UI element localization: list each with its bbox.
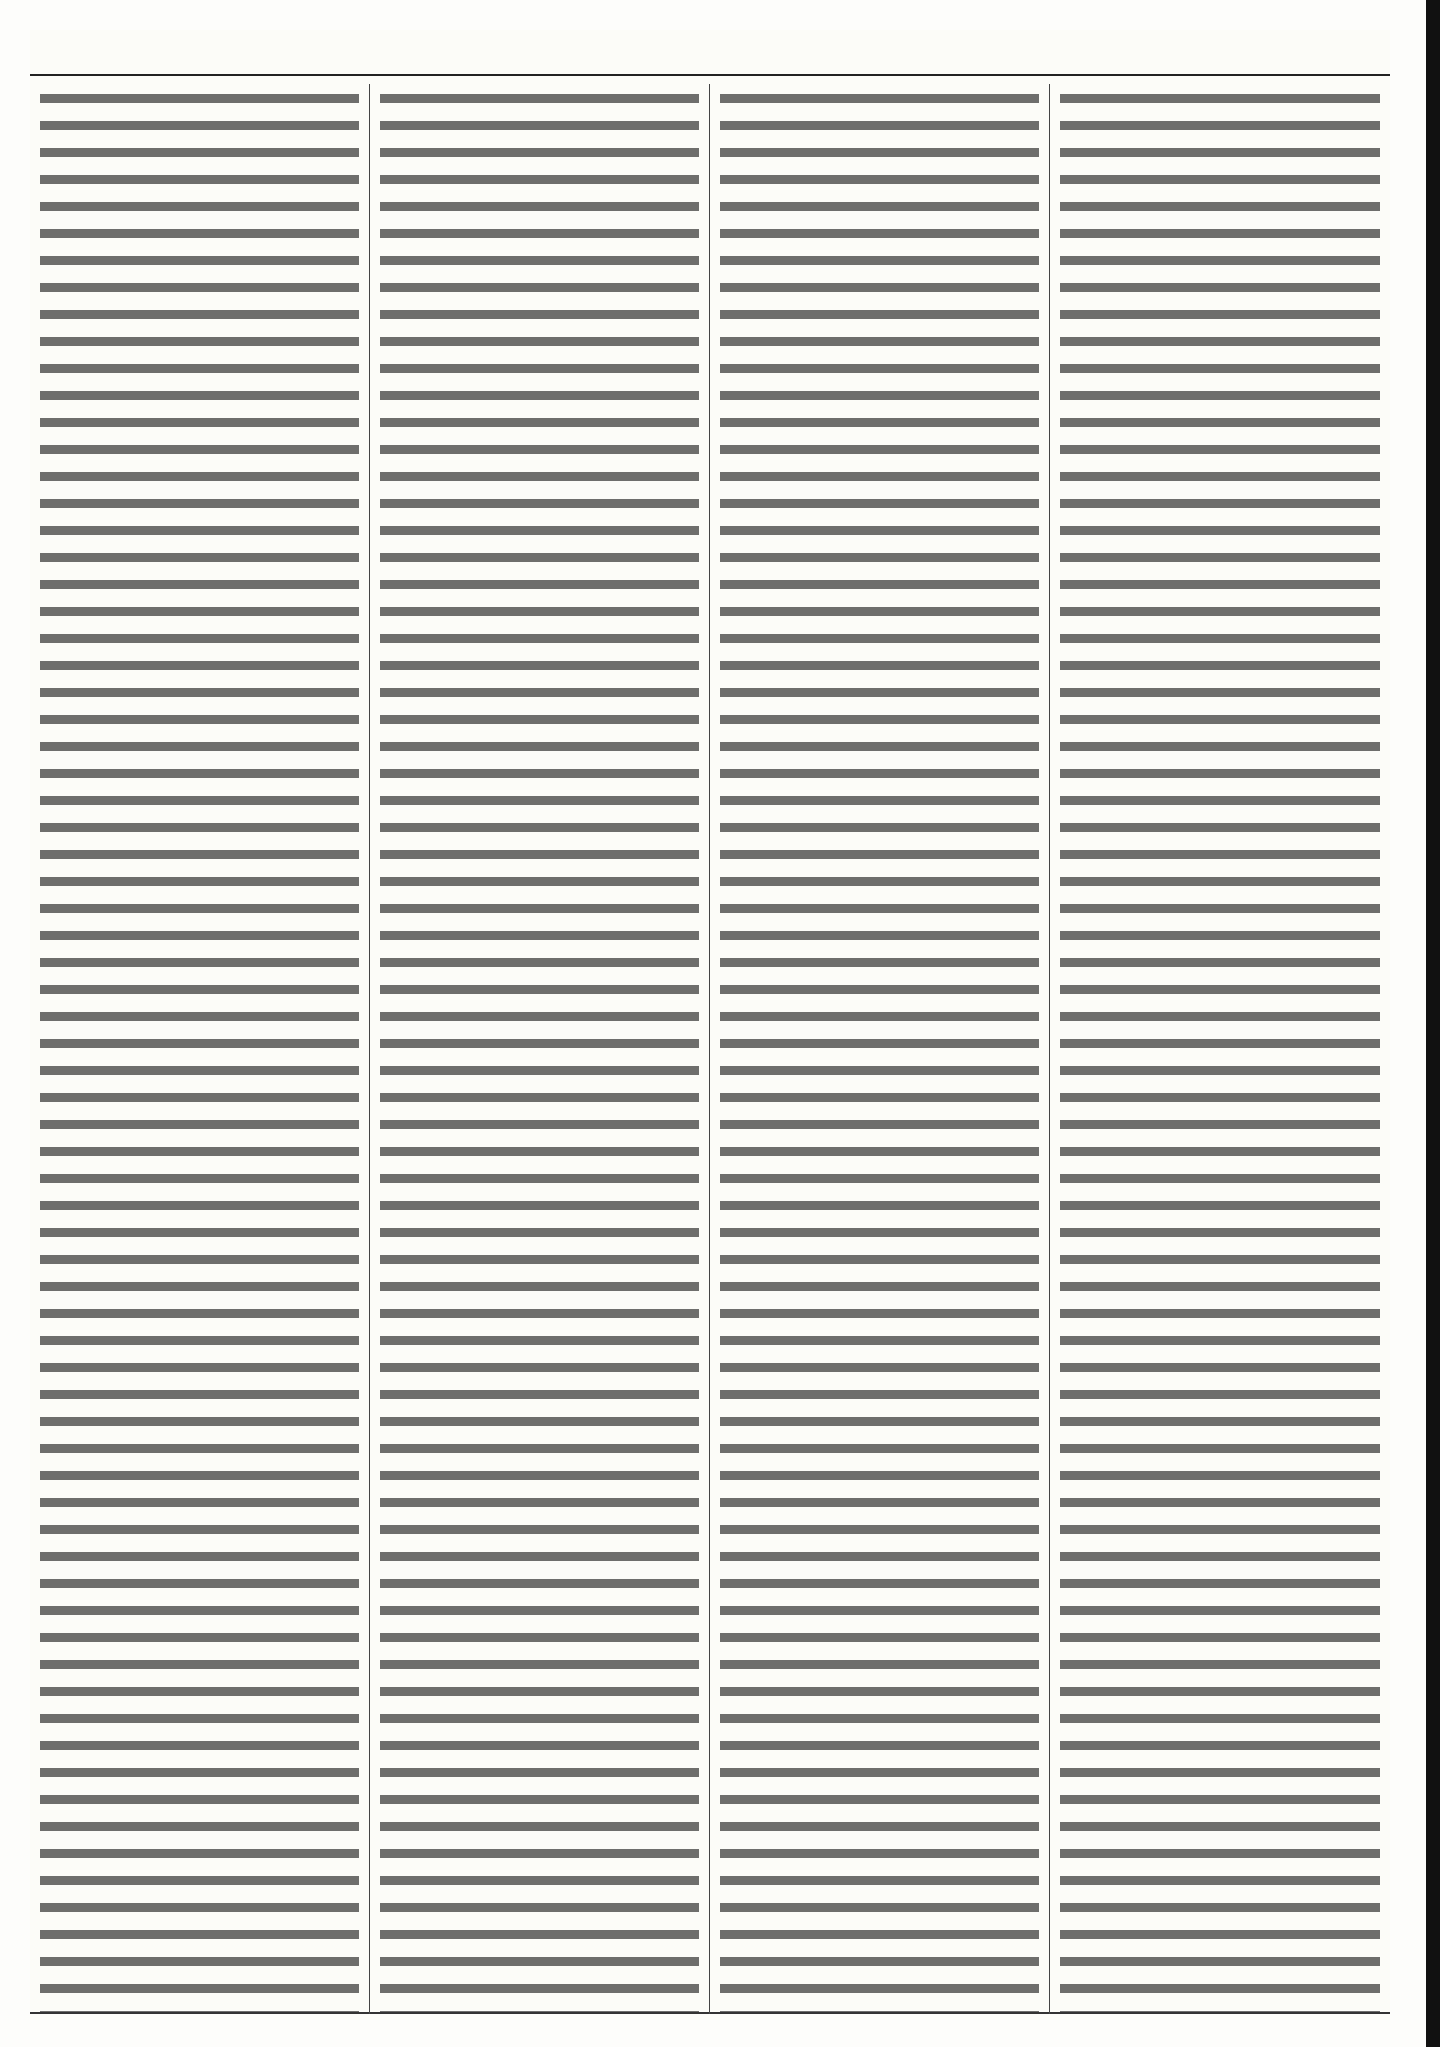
column-rule: [1050, 2012, 1390, 2014]
masthead: [30, 30, 1390, 76]
text-columns: [30, 84, 1390, 2014]
column-rule: [370, 2012, 709, 2014]
newspaper-page: [30, 30, 1390, 2020]
column-2: [710, 84, 1050, 2014]
column-4: [30, 84, 370, 2014]
column-text-block: [40, 84, 359, 2014]
column-rule: [30, 2012, 369, 2014]
column-text-block: [720, 84, 1039, 2014]
column-text-block: [380, 84, 699, 2014]
column-text-block: [1060, 84, 1380, 2014]
column-3: [370, 84, 710, 2014]
scan-edge: [1426, 0, 1440, 2047]
column-1: [1050, 84, 1390, 2014]
column-rule: [710, 2012, 1049, 2014]
